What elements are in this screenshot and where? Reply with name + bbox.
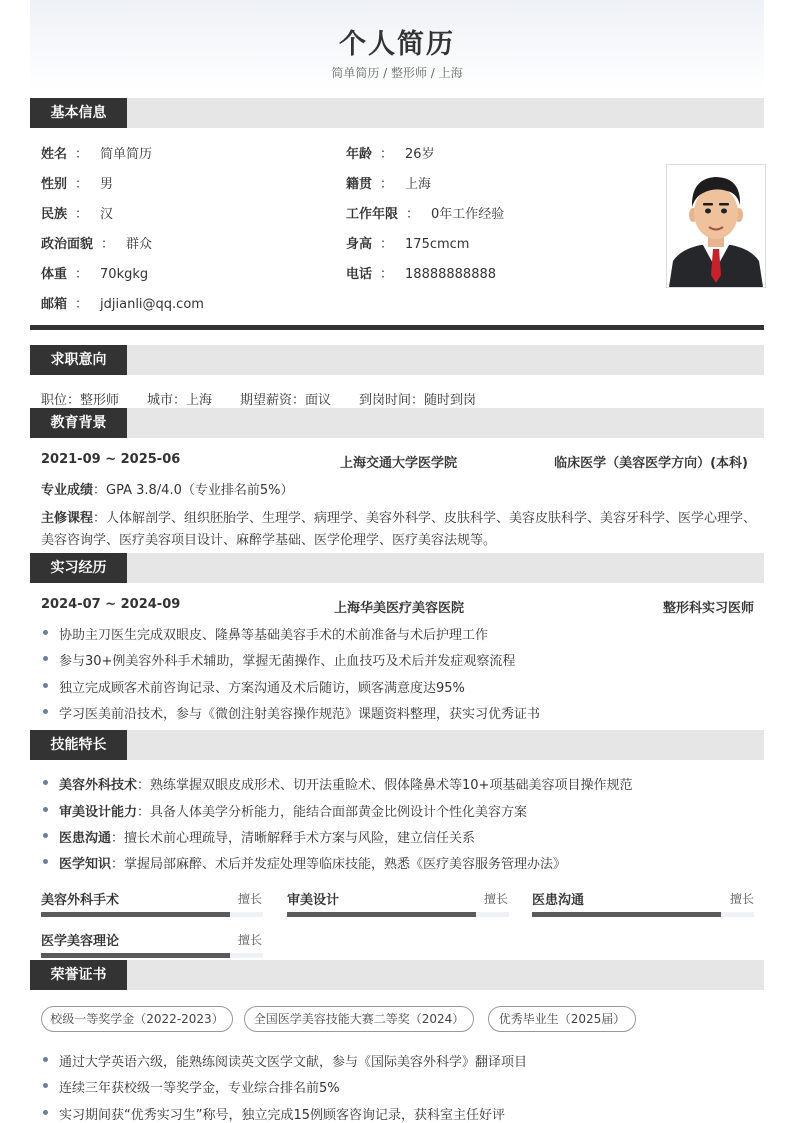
internship-bullet: 独立完成顾客术前咨询记录、方案沟通及术后随访，顾客满意度达95%	[59, 681, 465, 696]
skill-bar-fill	[41, 953, 230, 958]
education-major: 临床医学（美容医学方向）(本科)	[554, 456, 748, 471]
info-label: 姓名	[41, 147, 68, 162]
info-label: 体重	[41, 267, 68, 282]
bullet-dot	[43, 1057, 48, 1062]
bullet-dot	[43, 1083, 48, 1088]
internship-date: 2024-07 ~ 2024-09	[41, 597, 181, 612]
info-label: 身高	[346, 237, 373, 252]
info-colon: ：	[406, 207, 420, 222]
info-value: 男	[100, 177, 114, 192]
honor-bullet: 连续三年获校级一等奖学金，专业综合排名前5%	[59, 1081, 340, 1096]
info-row-political	[41, 233, 152, 252]
info-value: 群众	[126, 237, 153, 252]
bullet-dot	[43, 630, 48, 635]
bullet-dot	[43, 833, 48, 838]
skill-bar-name: 医学美容理论	[41, 934, 120, 949]
info-label: 性别	[41, 177, 68, 192]
section-honors	[30, 960, 764, 990]
intent-position: 职位：整形师	[41, 393, 120, 408]
skill-text: ：掌握局部麻醉、术后并发症处理等临床技能，熟悉《医疗美容服务管理办法》	[111, 857, 567, 872]
skill-text: ：具备人体美学分析能力，能结合面部黄金比例设计个性化美容方案	[137, 805, 528, 820]
divider	[30, 325, 764, 330]
section-title: 教育背景	[30, 408, 127, 438]
info-row-gender	[41, 173, 113, 192]
info-label: 电话	[346, 267, 373, 282]
education-courses	[41, 507, 756, 526]
gpa-value: ：GPA 3.8/4.0（专业排名前5%）	[93, 483, 294, 498]
bullet-dot	[43, 709, 48, 714]
info-row-experience	[346, 203, 504, 222]
bullet-dot	[43, 656, 48, 661]
info-colon: ：	[101, 237, 115, 252]
internship-bullet: 学习医美前沿技术，参与《微创注射美容操作规范》课题资料整理，获实习优秀证书	[59, 707, 541, 722]
info-row-email	[41, 293, 204, 312]
info-value: 18888888888	[405, 267, 497, 282]
page-title: 个人简历	[339, 29, 455, 60]
page-subtitle: 简单简历 / 整形师 / 上海	[331, 66, 463, 80]
section-education	[30, 408, 764, 438]
info-colon: ：	[380, 177, 394, 192]
honor-pill: 校级一等奖学金（2022-2023）	[41, 1006, 233, 1032]
info-colon: ：	[380, 147, 394, 162]
skill-text: ：擅长术前心理疏导，清晰解释手术方案与风险，建立信任关系	[111, 831, 476, 846]
skill-text: ：熟练掌握双眼皮成形术、切开法重睑术、假体隆鼻术等10+项基础美容项目操作规范	[137, 778, 633, 793]
skill-label: 医学知识	[59, 857, 112, 872]
section-title: 技能特长	[30, 730, 127, 760]
skill-bar-track	[287, 912, 509, 917]
avatar-illustration	[667, 165, 765, 287]
education-school: 上海交通大学医学院	[340, 456, 458, 471]
section-job-intent	[30, 345, 764, 375]
info-label: 民族	[41, 207, 68, 222]
courses-line1: ：人体解剖学、组织胚胎学、生理学、病理学、美容外科学、皮肤科学、美容皮肤科学、美容牙科学、医学心理学、	[93, 511, 757, 526]
internship-bullet: 协助主刀医生完成双眼皮、隆鼻等基础美容手术的术前准备与术后护理工作	[59, 628, 489, 643]
info-row-ethnicity	[41, 203, 113, 222]
intent-arrival: 到岗时间：随时到岗	[359, 393, 477, 408]
info-row-phone	[346, 263, 496, 282]
intent-city: 城市：上海	[147, 393, 213, 408]
info-row-hometown	[346, 173, 431, 192]
internship-company: 上海华美医疗美容医院	[334, 601, 465, 616]
info-label: 年龄	[346, 147, 373, 162]
info-colon: ：	[75, 147, 89, 162]
info-value: 简单简历	[100, 147, 153, 162]
section-title: 实习经历	[30, 553, 127, 583]
skill-item	[59, 774, 632, 793]
info-label: 籍贯	[346, 177, 373, 192]
skill-item	[59, 827, 475, 846]
skill-bar-track	[41, 912, 263, 917]
info-value: 汉	[100, 207, 114, 222]
skill-bar-track	[532, 912, 754, 917]
honor-pill: 优秀毕业生（2025届）	[488, 1006, 636, 1032]
skill-bar-level: 擅长	[730, 892, 755, 906]
education-date: 2021-09 ~ 2025-06	[41, 452, 181, 467]
skill-label: 美容外科技术	[59, 778, 138, 793]
info-colon: ：	[75, 297, 89, 312]
skill-bar-level: 擅长	[238, 892, 263, 906]
bullet-dot	[43, 807, 48, 812]
skill-bar-fill	[532, 912, 721, 917]
info-row-name	[41, 143, 152, 162]
intent-salary: 期望薪资：面议	[240, 393, 332, 408]
info-row-height	[346, 233, 469, 252]
info-label: 工作年限	[346, 207, 399, 222]
bullet-dot	[43, 780, 48, 785]
bullet-dot	[43, 859, 48, 864]
info-value: 70kgkg	[100, 267, 149, 282]
info-label: 邮箱	[41, 297, 68, 312]
gpa-label: 专业成绩	[41, 483, 94, 498]
section-title: 求职意向	[30, 345, 127, 375]
education-courses-cont: 美容咨询学、医疗美容项目设计、麻醉学基础、医学伦理学、医疗美容法规等。	[41, 533, 497, 548]
skill-bar-name: 审美设计	[287, 893, 340, 908]
info-row-weight	[41, 263, 148, 282]
section-title: 基本信息	[30, 98, 127, 128]
info-row-age	[346, 143, 435, 162]
resume-header	[30, 0, 764, 90]
info-value: jdjianli@qq.com	[100, 297, 204, 312]
info-colon: ：	[75, 207, 89, 222]
info-value: 175cmcm	[405, 237, 470, 252]
info-colon: ：	[380, 237, 394, 252]
skill-item	[59, 853, 566, 872]
info-colon: ：	[75, 267, 89, 282]
info-colon: ：	[75, 177, 89, 192]
courses-label: 主修课程	[41, 511, 94, 526]
skill-bar-level: 擅长	[484, 892, 509, 906]
section-title: 荣誉证书	[30, 960, 127, 990]
honor-pill: 全国医学美容技能大赛二等奖（2024）	[244, 1006, 474, 1032]
skill-bar-fill	[287, 912, 476, 917]
skill-bar-track	[41, 953, 263, 958]
honor-bullet: 实习期间获“优秀实习生”称号，独立完成15例顾客咨询记录，获科室主任好评	[59, 1108, 506, 1123]
section-skills	[30, 730, 764, 760]
info-colon: ：	[380, 267, 394, 282]
skill-item	[59, 801, 527, 820]
profile-photo	[666, 164, 766, 288]
bullet-dot	[43, 1110, 48, 1115]
section-basic-info	[30, 98, 764, 128]
info-label: 政治面貌	[41, 237, 94, 252]
skill-bar-level: 擅长	[238, 933, 263, 947]
internship-bullet: 参与30+例美容外科手术辅助，掌握无菌操作、止血技巧及术后并发症观察流程	[59, 654, 516, 669]
skill-bar-name: 医患沟通	[532, 893, 585, 908]
education-gpa	[41, 479, 293, 498]
skill-bar-fill	[41, 912, 230, 917]
skill-bar-name: 美容外科手术	[41, 893, 120, 908]
section-internship	[30, 553, 764, 583]
skill-label: 审美设计能力	[59, 805, 138, 820]
info-value: 上海	[405, 177, 432, 192]
internship-role: 整形科实习医师	[662, 601, 754, 616]
honor-bullet: 通过大学英语六级，能熟练阅读英文医学文献，参与《国际美容外科学》翻译项目	[59, 1055, 528, 1070]
skill-label: 医患沟通	[59, 831, 112, 846]
bullet-dot	[43, 683, 48, 688]
info-value: 26岁	[405, 147, 435, 162]
info-value: 0年工作经验	[431, 207, 505, 222]
